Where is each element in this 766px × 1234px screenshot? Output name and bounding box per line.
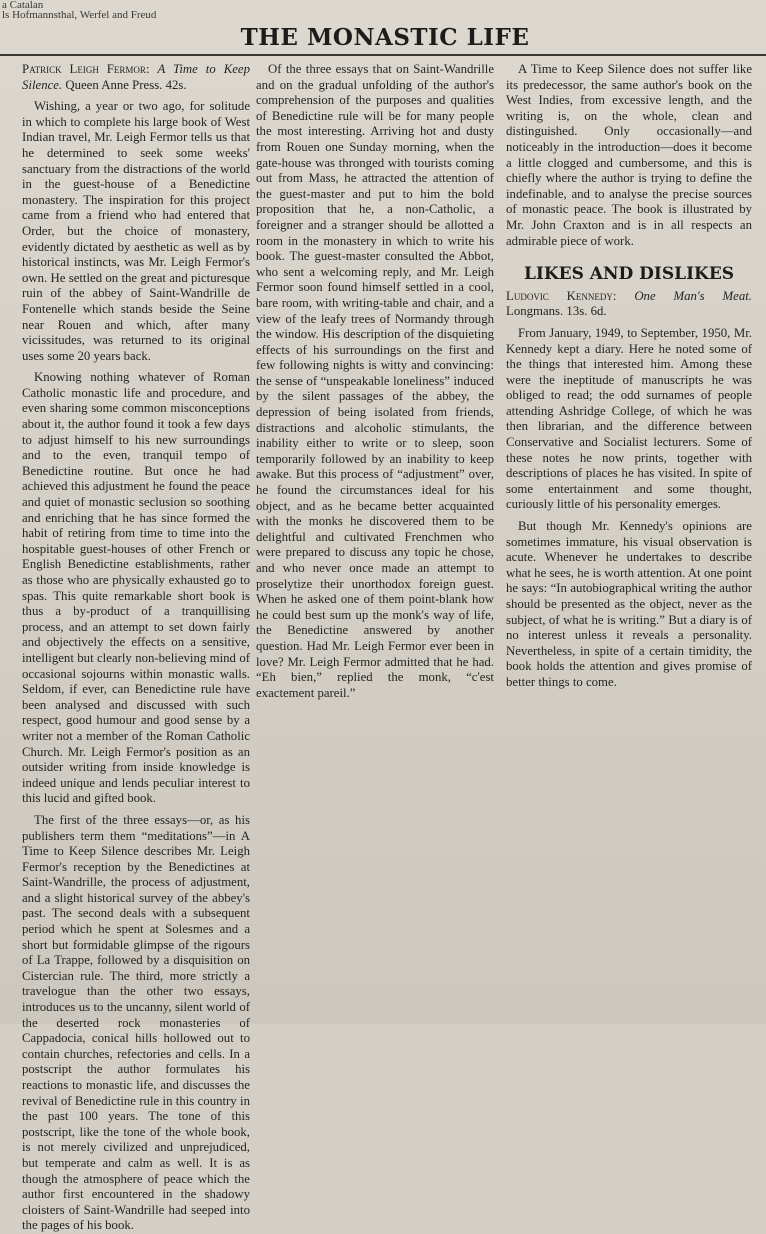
article-title: THE MONASTIC LIFE [240,24,530,51]
byline-book-title: A Time to Keep Silence. [22,62,250,92]
column-1 [22,62,250,1233]
review-paragraph-2: Knowing nothing whatever of Roman Catholic monastic life and procedure, and even sharing some common misconceptions about it, the author found it took a few days to adjust himself to his new surroundings and to the even, tranquil tempo of Benedictine routine. But once he had achieved this adjustment he found the peace and quiet of monastic seclusion so soothing and enriching that he has since formed the habit of retiring from time to time into the hospitable guest-houses of other French or English Benedictine establishments, rather as those who are physically exhausted go to spas. This quite remarkable short book is thus a by-product of a tranquillising process, and an attempt to set down fairly and objectively the effects on a sensitive, intelligent but clearly non-believing mind of occasional sojourns within monastic walls. Seldom, if ever, can Benedictine rule have been analysed and discussed with such respect, good humour and good sense by a writer not a member of the Roman Catholic Church. Mr. Leigh Fermor's position as an outsider writing from inside knowledge is indeed unique and lends peculiar interest to this lucid and gifted book. [22,370,250,806]
byline-author-2: Ludovic Kennedy [506,288,613,303]
review-paragraph-4: Of the three essays that on Saint-Wandrille and on the gradual unfolding of the author's comprehension of the purposes and qualities of Benedictine rule will be for many people the most interesting. Arriving hot and dusty from Rouen one Sunday morning, when the gate-house was thronged with tourists coming out from Mass, he attracted the attention of the guest-master and put to him the bold proposition that he, a non-Catholic, a foreigner and a stranger should be allotted a room in the monastery in which to write his book. The guest-master consulted the Abbot, who sent a welcoming reply, and Mr. Leigh Fermor soon found himself settled in a cool, bare room, with writing-table and chair, and a view of the leafy trees of Normandy through the window. His description of the disquieting effects of his surroundings on the first and few following nights is witty and convincing: the sense of “unspeakable loneliness” induced by the silent passages of the abbey, the depression of being isolated from friends, distractions and alcoholic stimulants, the inability either to write or to sleep, soon temporarily followed by an inability to keep awake. But this process of “adjustment” over, he found the circumstances ideal for his object, and as he became better acquainted with the monks he discovered them to be delightful and cultivated Frenchmen who were prepared to discuss any topic he chose, and who never once made an attempt to proselytize their unorthodox foreign guest. When he asked one of them point-blank how he could best sum up the monk's way of life, the Benedictine answered by another question. Had Mr. Leigh Fermor ever been in love? Mr. Leigh Fermor admitted that he had. “Eh bien,” replied the monk, “c'est exactement pareil.” [256,62,494,700]
byline-book-title-2: One Man's Meat. [634,288,752,303]
byline-publisher-2: Longmans. 13s. 6d. [506,304,607,319]
title-rule [0,54,766,56]
review-paragraph-3: The first of the three essays—or, as his publishers term them “meditations”—in A Time to Keep Silence describes Mr. Leigh Fermor's reception by the Benedictines at Saint-Wandrille, the process of adjustment, and a slight historical survey of the abbey's past. The second deals with a subsequent period which he spent at Solesmes and a short but formidable glimpse of the rigours of La Trappe, followed by a disquisition on Cistercian rule. The third, more strictly a travelogue than the other two essays, introduces us to the uncanny, silent world of the deserted rock monasteries of Cappadocia, conical hills hollowed out to contain churches, refectories and cells. In a postscript the author formulates his reactions to monastic life, and discusses the revival of Benedictine rule in this country in the past 100 years. The tone of this postscript, like the tone of the whole book, is not merely civilized and unprejudiced, but temperate and calm as well. It is as though the atmosphere of peace which the author first encountered in the shadowy cloisters of Saint-Wandrille had seeped into the pages of his book. [22,812,250,1233]
second-review-byline: Ludovic Kennedy: One Man's Meat. Longmans. 13s. 6d. [506,288,752,319]
review-paragraph-1: Wishing, a year or two ago, for solitude in which to complete his large book of West Indian travel, Mr. Leigh Fermor tells us that he determined to seek some weeks' sanctuary from the distractions of the world in the guest-house of a Benedictine monastery. The inspiration for this project came from a friend who had entered that Order, but the choice of monastery, evidently dictated by aesthetic as well as by historical instincts, was Mr. Leigh Fermor's own. He settled on the great and picturesque ruin of the abbey of Saint-Wandrille de Fontenelle which stands beside the Seine near Rouen and which, after many vicissitudes, was returned to its original uses some 20 years back. [22,99,250,363]
column-2 [256,62,494,1024]
review-byline: Patrick Leigh Fermor: A Time to Keep Silence. Queen Anne Press. 42s. [22,62,250,92]
byline-author: Patrick Leigh Fermor [22,62,146,76]
review-paragraph-5: A Time to Keep Silence does not suffer like its predecessor, the same author's book on the West Indies, from excessive length, and the writing is, on the whole, clean and distinguished. Only occasionally—and noticeably in the introduction—does it become a little clogged and cumbersome, and this is chiefly where the author is trying to define the indefinable, and to analyse the precise sources of monastic peace. The book is illustrated by Mr. John Craxton and is in all respects an admirable piece of work. [506,62,752,248]
column-3 [506,62,752,1024]
previous-article-fragment [2,0,302,20]
second-review-paragraph-2: But though Mr. Kennedy's opinions are sometimes immature, his visual observation is acute. Whenever he undertakes to describe what he sees, he is worth attention. At one point he says: “In autobiographical writing the author should be presented as the object, never as the subject, of what he is writing.” But a diary is of no interest unless it reveals a personality. Nevertheless, in spite of a certain timidity, the book holds the attention and gives promise of better things to come. [506,519,752,689]
fragment-line-2: ls Hofmannsthal, Werfel and Freud [2,9,157,21]
byline-publisher: Queen Anne Press. 42s. [65,77,187,92]
second-review-paragraph-1: From January, 1949, to September, 1950, Mr. Kennedy kept a diary. Here he noted some of the things that interested him. Among these were the ineptitude of manuscripts he was obliged to read; the odd surnames of people attending Ashridge College, of which he was then librarian, and the difference between Conservative and Socialist lecturers. Some of these notes he now prints, together with descriptions of places he has visited. In spite of some entertainment and some thought, curiously little of his personality emerges. [506,325,752,512]
fragment-line-1: a Catalan [2,0,44,11]
second-review-heading: LIKES AND DISLIKES [523,264,735,285]
